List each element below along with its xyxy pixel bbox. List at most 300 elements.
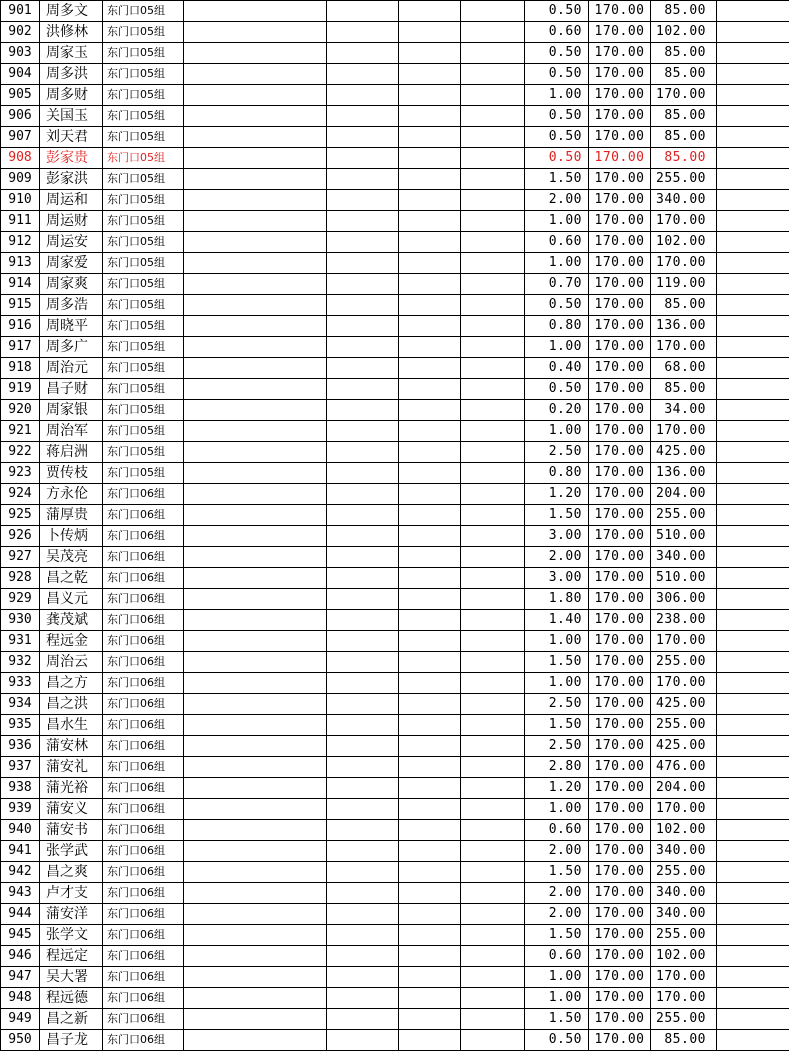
empty-cell[interactable] [399,799,461,820]
price-cell[interactable]: 170.00 [589,883,651,904]
name-cell[interactable]: 周晓平 [40,316,103,337]
amount-cell[interactable]: 425.00 [651,442,717,463]
empty-cell[interactable] [717,526,789,547]
empty-cell[interactable] [184,442,327,463]
empty-cell[interactable] [399,862,461,883]
empty-cell[interactable] [184,253,327,274]
name-cell[interactable]: 昌水生 [40,715,103,736]
empty-cell[interactable] [461,505,525,526]
group-cell[interactable]: 东门口05组 [103,463,184,484]
group-cell[interactable]: 东门口05组 [103,148,184,169]
empty-cell[interactable] [184,274,327,295]
empty-cell[interactable] [717,757,789,778]
price-cell[interactable]: 170.00 [589,862,651,883]
table-row[interactable] [1,505,789,526]
empty-cell[interactable] [184,988,327,1009]
group-cell[interactable]: 东门口06组 [103,694,184,715]
empty-cell[interactable] [717,64,789,85]
row-number-cell[interactable]: 930 [1,610,40,631]
price-cell[interactable]: 170.00 [589,589,651,610]
amount-cell[interactable]: 85.00 [651,64,717,85]
empty-cell[interactable] [327,337,399,358]
area-cell[interactable]: 0.50 [525,295,589,316]
empty-cell[interactable] [327,778,399,799]
row-number-cell[interactable]: 943 [1,883,40,904]
area-cell[interactable]: 1.00 [525,631,589,652]
empty-cell[interactable] [717,22,789,43]
area-cell[interactable]: 1.00 [525,85,589,106]
empty-cell[interactable] [399,757,461,778]
area-cell[interactable]: 2.50 [525,736,589,757]
empty-cell[interactable] [399,946,461,967]
empty-cell[interactable] [184,715,327,736]
amount-cell[interactable]: 255.00 [651,715,717,736]
row-number-cell[interactable]: 927 [1,547,40,568]
area-cell[interactable]: 2.00 [525,190,589,211]
empty-cell[interactable] [717,484,789,505]
price-cell[interactable]: 170.00 [589,274,651,295]
empty-cell[interactable] [184,841,327,862]
amount-cell[interactable]: 68.00 [651,358,717,379]
row-number-cell[interactable]: 948 [1,988,40,1009]
empty-cell[interactable] [717,316,789,337]
row-number-cell[interactable]: 933 [1,673,40,694]
empty-cell[interactable] [399,988,461,1009]
empty-cell[interactable] [399,379,461,400]
price-cell[interactable]: 170.00 [589,442,651,463]
area-cell[interactable]: 1.00 [525,988,589,1009]
row-number-cell[interactable]: 928 [1,568,40,589]
empty-cell[interactable] [184,337,327,358]
empty-cell[interactable] [327,568,399,589]
empty-cell[interactable] [461,484,525,505]
row-number-cell[interactable]: 939 [1,799,40,820]
empty-cell[interactable] [461,358,525,379]
empty-cell[interactable] [327,295,399,316]
empty-cell[interactable] [461,589,525,610]
table-row[interactable] [1,22,789,43]
empty-cell[interactable] [327,43,399,64]
row-number-cell[interactable]: 938 [1,778,40,799]
area-cell[interactable]: 1.00 [525,211,589,232]
amount-cell[interactable]: 238.00 [651,610,717,631]
row-number-cell[interactable]: 917 [1,337,40,358]
empty-cell[interactable] [327,820,399,841]
empty-cell[interactable] [184,463,327,484]
table-row[interactable] [1,400,789,421]
table-row[interactable] [1,904,789,925]
empty-cell[interactable] [327,652,399,673]
row-number-cell[interactable]: 947 [1,967,40,988]
empty-cell[interactable] [717,421,789,442]
empty-cell[interactable] [461,862,525,883]
empty-cell[interactable] [717,106,789,127]
group-cell[interactable]: 东门口05组 [103,106,184,127]
empty-cell[interactable] [399,421,461,442]
empty-cell[interactable] [327,64,399,85]
area-cell[interactable]: 0.50 [525,127,589,148]
empty-cell[interactable] [327,547,399,568]
name-cell[interactable]: 卜传炳 [40,526,103,547]
price-cell[interactable]: 170.00 [589,820,651,841]
empty-cell[interactable] [184,64,327,85]
empty-cell[interactable] [399,295,461,316]
amount-cell[interactable]: 255.00 [651,169,717,190]
group-cell[interactable]: 东门口05组 [103,85,184,106]
group-cell[interactable]: 东门口05组 [103,358,184,379]
empty-cell[interactable] [327,127,399,148]
name-cell[interactable]: 刘天君 [40,127,103,148]
area-cell[interactable]: 0.40 [525,358,589,379]
table-row[interactable] [1,652,789,673]
table-row[interactable] [1,778,789,799]
group-cell[interactable]: 东门口06组 [103,820,184,841]
empty-cell[interactable] [184,211,327,232]
table-row[interactable] [1,232,789,253]
empty-cell[interactable] [327,253,399,274]
price-cell[interactable]: 170.00 [589,85,651,106]
empty-cell[interactable] [399,442,461,463]
name-cell[interactable]: 蒲安义 [40,799,103,820]
group-cell[interactable]: 东门口05组 [103,379,184,400]
empty-cell[interactable] [717,190,789,211]
table-row[interactable] [1,148,789,169]
row-number-cell[interactable]: 935 [1,715,40,736]
row-number-cell[interactable]: 941 [1,841,40,862]
empty-cell[interactable] [184,925,327,946]
row-number-cell[interactable]: 940 [1,820,40,841]
empty-cell[interactable] [327,442,399,463]
row-number-cell[interactable]: 901 [1,1,40,22]
area-cell[interactable]: 0.80 [525,316,589,337]
price-cell[interactable]: 170.00 [589,169,651,190]
empty-cell[interactable] [399,967,461,988]
empty-cell[interactable] [461,568,525,589]
empty-cell[interactable] [461,841,525,862]
empty-cell[interactable] [461,757,525,778]
empty-cell[interactable] [717,967,789,988]
area-cell[interactable]: 0.50 [525,64,589,85]
amount-cell[interactable]: 425.00 [651,694,717,715]
empty-cell[interactable] [399,652,461,673]
empty-cell[interactable] [461,148,525,169]
amount-cell[interactable]: 204.00 [651,778,717,799]
amount-cell[interactable]: 255.00 [651,925,717,946]
empty-cell[interactable] [717,358,789,379]
group-cell[interactable]: 东门口05组 [103,43,184,64]
empty-cell[interactable] [184,505,327,526]
empty-cell[interactable] [399,484,461,505]
empty-cell[interactable] [184,736,327,757]
area-cell[interactable]: 0.60 [525,22,589,43]
group-cell[interactable]: 东门口05组 [103,253,184,274]
area-cell[interactable]: 1.50 [525,715,589,736]
empty-cell[interactable] [399,22,461,43]
table-row[interactable] [1,43,789,64]
name-cell[interactable]: 彭家洪 [40,169,103,190]
empty-cell[interactable] [399,106,461,127]
group-cell[interactable]: 东门口06组 [103,568,184,589]
empty-cell[interactable] [717,715,789,736]
row-number-cell[interactable]: 922 [1,442,40,463]
empty-cell[interactable] [184,379,327,400]
row-number-cell[interactable]: 950 [1,1030,40,1051]
empty-cell[interactable] [327,232,399,253]
price-cell[interactable]: 170.00 [589,505,651,526]
group-cell[interactable]: 东门口06组 [103,799,184,820]
row-number-cell[interactable]: 926 [1,526,40,547]
empty-cell[interactable] [461,967,525,988]
empty-cell[interactable] [717,43,789,64]
empty-cell[interactable] [461,946,525,967]
empty-cell[interactable] [399,715,461,736]
empty-cell[interactable] [327,610,399,631]
group-cell[interactable]: 东门口06组 [103,904,184,925]
row-number-cell[interactable]: 911 [1,211,40,232]
name-cell[interactable]: 周多广 [40,337,103,358]
empty-cell[interactable] [327,1009,399,1030]
empty-cell[interactable] [399,43,461,64]
empty-cell[interactable] [717,631,789,652]
empty-cell[interactable] [327,589,399,610]
empty-cell[interactable] [327,400,399,421]
empty-cell[interactable] [717,463,789,484]
empty-cell[interactable] [184,862,327,883]
name-cell[interactable]: 洪修林 [40,22,103,43]
empty-cell[interactable] [184,316,327,337]
amount-cell[interactable]: 255.00 [651,1009,717,1030]
empty-cell[interactable] [327,211,399,232]
empty-cell[interactable] [461,925,525,946]
empty-cell[interactable] [327,358,399,379]
group-cell[interactable]: 东门口06组 [103,925,184,946]
area-cell[interactable]: 1.00 [525,673,589,694]
table-row[interactable] [1,64,789,85]
empty-cell[interactable] [461,43,525,64]
price-cell[interactable]: 170.00 [589,22,651,43]
price-cell[interactable]: 170.00 [589,526,651,547]
area-cell[interactable]: 1.50 [525,505,589,526]
price-cell[interactable]: 170.00 [589,421,651,442]
amount-cell[interactable]: 85.00 [651,295,717,316]
empty-cell[interactable] [461,988,525,1009]
name-cell[interactable]: 卢才支 [40,883,103,904]
empty-cell[interactable] [717,883,789,904]
empty-cell[interactable] [184,169,327,190]
row-number-cell[interactable]: 929 [1,589,40,610]
name-cell[interactable]: 周家爱 [40,253,103,274]
amount-cell[interactable]: 85.00 [651,43,717,64]
group-cell[interactable]: 东门口06组 [103,1030,184,1051]
price-cell[interactable]: 170.00 [589,337,651,358]
table-row[interactable] [1,1009,789,1030]
empty-cell[interactable] [327,862,399,883]
row-number-cell[interactable]: 907 [1,127,40,148]
amount-cell[interactable]: 340.00 [651,190,717,211]
amount-cell[interactable]: 255.00 [651,505,717,526]
empty-cell[interactable] [399,190,461,211]
price-cell[interactable]: 170.00 [589,316,651,337]
price-cell[interactable]: 170.00 [589,211,651,232]
name-cell[interactable]: 昌之爽 [40,862,103,883]
table-row[interactable] [1,946,789,967]
row-number-cell[interactable]: 906 [1,106,40,127]
empty-cell[interactable] [184,127,327,148]
amount-cell[interactable]: 510.00 [651,568,717,589]
price-cell[interactable]: 170.00 [589,106,651,127]
empty-cell[interactable] [717,253,789,274]
name-cell[interactable]: 蒲安礼 [40,757,103,778]
group-cell[interactable]: 东门口06组 [103,526,184,547]
price-cell[interactable]: 170.00 [589,568,651,589]
row-number-cell[interactable]: 902 [1,22,40,43]
price-cell[interactable]: 170.00 [589,841,651,862]
empty-cell[interactable] [184,1030,327,1051]
group-cell[interactable]: 东门口05组 [103,127,184,148]
group-cell[interactable]: 东门口05组 [103,1,184,22]
area-cell[interactable]: 0.60 [525,232,589,253]
empty-cell[interactable] [461,883,525,904]
name-cell[interactable]: 周家玉 [40,43,103,64]
name-cell[interactable]: 周多财 [40,85,103,106]
name-cell[interactable]: 周治元 [40,358,103,379]
area-cell[interactable]: 0.70 [525,274,589,295]
empty-cell[interactable] [717,568,789,589]
empty-cell[interactable] [184,358,327,379]
name-cell[interactable]: 昌之方 [40,673,103,694]
empty-cell[interactable] [717,694,789,715]
empty-cell[interactable] [461,1030,525,1051]
group-cell[interactable]: 东门口05组 [103,316,184,337]
row-number-cell[interactable]: 937 [1,757,40,778]
empty-cell[interactable] [184,148,327,169]
empty-cell[interactable] [717,232,789,253]
empty-cell[interactable] [461,904,525,925]
area-cell[interactable]: 0.50 [525,1,589,22]
empty-cell[interactable] [327,799,399,820]
area-cell[interactable]: 2.00 [525,547,589,568]
group-cell[interactable]: 东门口06组 [103,862,184,883]
table-row[interactable] [1,673,789,694]
empty-cell[interactable] [717,400,789,421]
table-row[interactable] [1,295,789,316]
row-number-cell[interactable]: 942 [1,862,40,883]
table-row[interactable] [1,988,789,1009]
empty-cell[interactable] [399,547,461,568]
area-cell[interactable]: 1.50 [525,169,589,190]
name-cell[interactable]: 周家银 [40,400,103,421]
empty-cell[interactable] [461,106,525,127]
empty-cell[interactable] [184,22,327,43]
empty-cell[interactable] [461,400,525,421]
name-cell[interactable]: 周治军 [40,421,103,442]
table-row[interactable] [1,127,789,148]
group-cell[interactable]: 东门口05组 [103,400,184,421]
empty-cell[interactable] [327,925,399,946]
table-row[interactable] [1,253,789,274]
amount-cell[interactable]: 170.00 [651,631,717,652]
amount-cell[interactable]: 85.00 [651,379,717,400]
price-cell[interactable]: 170.00 [589,988,651,1009]
amount-cell[interactable]: 170.00 [651,421,717,442]
empty-cell[interactable] [399,232,461,253]
name-cell[interactable]: 周运安 [40,232,103,253]
table-row[interactable] [1,106,789,127]
row-number-cell[interactable]: 904 [1,64,40,85]
price-cell[interactable]: 170.00 [589,904,651,925]
name-cell[interactable]: 蒲安林 [40,736,103,757]
empty-cell[interactable] [399,526,461,547]
empty-cell[interactable] [399,505,461,526]
empty-cell[interactable] [461,127,525,148]
empty-cell[interactable] [184,484,327,505]
empty-cell[interactable] [461,547,525,568]
table-row[interactable] [1,631,789,652]
empty-cell[interactable] [184,295,327,316]
amount-cell[interactable]: 170.00 [651,85,717,106]
empty-cell[interactable] [184,904,327,925]
name-cell[interactable]: 张学武 [40,841,103,862]
price-cell[interactable]: 170.00 [589,925,651,946]
group-cell[interactable]: 东门口06组 [103,673,184,694]
empty-cell[interactable] [327,148,399,169]
empty-cell[interactable] [184,673,327,694]
group-cell[interactable]: 东门口05组 [103,64,184,85]
name-cell[interactable]: 周多文 [40,1,103,22]
name-cell[interactable]: 周运和 [40,190,103,211]
empty-cell[interactable] [184,883,327,904]
empty-cell[interactable] [327,988,399,1009]
name-cell[interactable]: 蒲安书 [40,820,103,841]
table-row[interactable] [1,379,789,400]
table-row[interactable] [1,715,789,736]
table-row[interactable] [1,568,789,589]
empty-cell[interactable] [399,568,461,589]
price-cell[interactable]: 170.00 [589,778,651,799]
area-cell[interactable]: 1.00 [525,337,589,358]
amount-cell[interactable]: 340.00 [651,904,717,925]
area-cell[interactable]: 2.00 [525,883,589,904]
amount-cell[interactable]: 85.00 [651,1,717,22]
price-cell[interactable]: 170.00 [589,253,651,274]
empty-cell[interactable] [399,1030,461,1051]
empty-cell[interactable] [461,610,525,631]
amount-cell[interactable]: 340.00 [651,547,717,568]
empty-cell[interactable] [717,904,789,925]
amount-cell[interactable]: 136.00 [651,316,717,337]
group-cell[interactable]: 东门口06组 [103,946,184,967]
price-cell[interactable]: 170.00 [589,967,651,988]
name-cell[interactable]: 周运财 [40,211,103,232]
empty-cell[interactable] [184,757,327,778]
group-cell[interactable]: 东门口06组 [103,652,184,673]
empty-cell[interactable] [399,736,461,757]
name-cell[interactable]: 蒲厚贵 [40,505,103,526]
price-cell[interactable]: 170.00 [589,1030,651,1051]
price-cell[interactable]: 170.00 [589,379,651,400]
row-number-cell[interactable]: 945 [1,925,40,946]
table-row[interactable] [1,610,789,631]
empty-cell[interactable] [717,169,789,190]
amount-cell[interactable]: 170.00 [651,988,717,1009]
empty-cell[interactable] [461,295,525,316]
amount-cell[interactable]: 425.00 [651,736,717,757]
empty-cell[interactable] [461,316,525,337]
table-row[interactable] [1,925,789,946]
empty-cell[interactable] [461,673,525,694]
amount-cell[interactable]: 510.00 [651,526,717,547]
area-cell[interactable]: 1.50 [525,862,589,883]
